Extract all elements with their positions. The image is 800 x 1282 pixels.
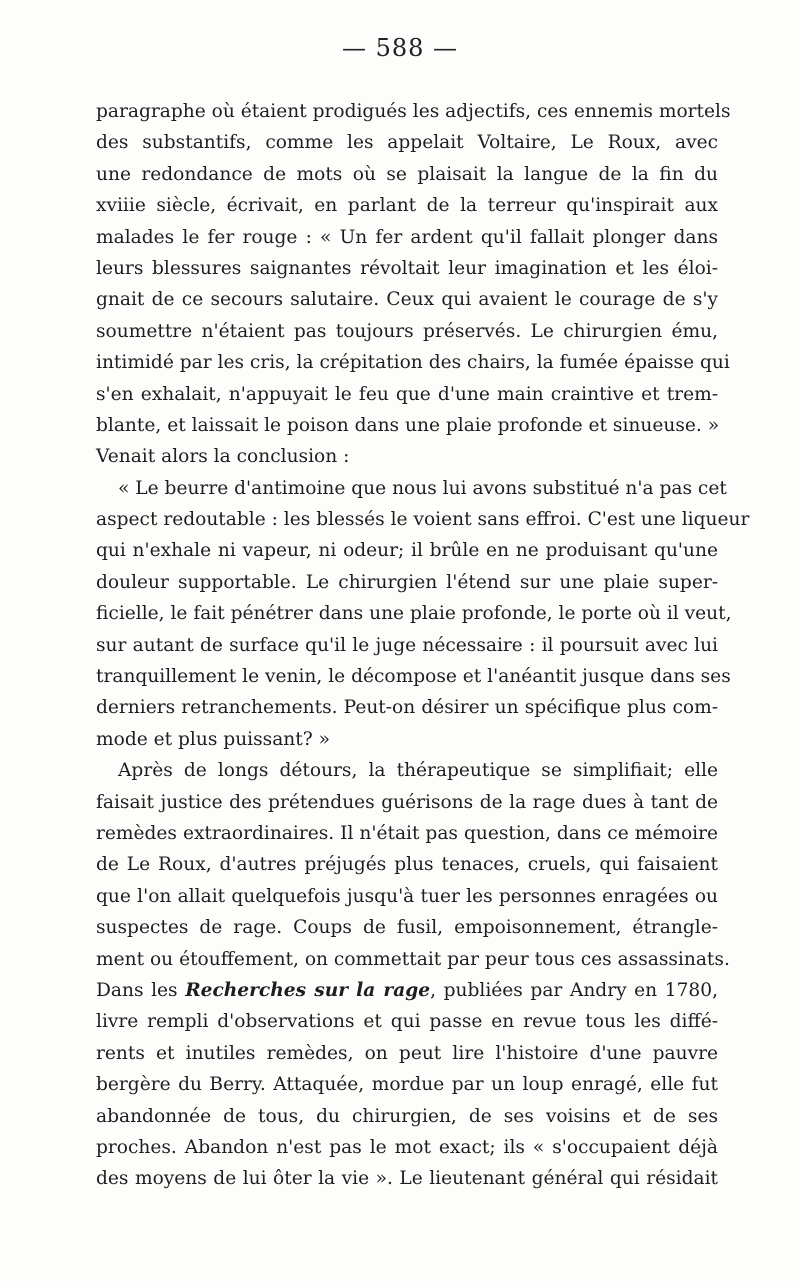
text-line: livre rempli d'observations et qui passe en revue tous les diffé- bbox=[96, 1011, 718, 1033]
text-line: ment ou étouffement, on commettait par peur tous ces assassinats. bbox=[96, 948, 730, 970]
text-line: qui n'exhale ni vapeur, ni odeur; il brûle en ne produisant qu'une bbox=[96, 540, 718, 562]
text-line: des substantifs, comme les appelait Voltaire, Le Roux, avec bbox=[96, 132, 718, 154]
text-line: intimidé par les cris, la crépitation des chairs, la fumée épaisse qui bbox=[96, 352, 730, 374]
text-line: abandonnée de tous, du chirurgien, de ses voisins et de ses bbox=[96, 1105, 718, 1127]
text-line: ficielle, le fait pénétrer dans une plaie profonde, le porte où il veut, bbox=[96, 603, 732, 625]
text-line: remèdes extraordinaires. Il n'était pas question, dans ce mémoire bbox=[96, 822, 718, 844]
text-line: suspectes de rage. Coups de fusil, empoisonnement, étrangle- bbox=[96, 917, 718, 939]
text-line-with-title bbox=[96, 975, 718, 1006]
text-line: Venait alors la conclusion : bbox=[96, 446, 350, 468]
text-line: Après de longs détours, la thérapeutique se simplifiait; elle bbox=[118, 760, 718, 782]
text-line: mode et plus puissant? » bbox=[96, 728, 331, 750]
body-text bbox=[96, 96, 750, 1195]
text-line: bergère du Berry. Attaquée, mordue par un loup enragé, elle fut bbox=[96, 1074, 718, 1096]
text-line: sur autant de surface qu'il le juge nécessaire : il poursuit avec lui bbox=[96, 634, 718, 656]
text-line: soumettre n'étaient pas toujours préservés. Le chirurgien ému, bbox=[96, 320, 718, 342]
text-line: aspect redoutable : les blessés le voient sans effroi. C'est une liqueur bbox=[96, 509, 750, 531]
text-line: malades le fer rouge : « Un fer ardent qu'il fallait plonger dans bbox=[96, 226, 718, 248]
page-number: — 588 — bbox=[341, 34, 459, 62]
text-line: de Le Roux, d'autres préjugés plus tenaces, cruels, qui faisaient bbox=[96, 854, 718, 876]
text-line: faisait justice des prétendues guérisons de la rage dues à tant de bbox=[96, 791, 718, 813]
text-line: douleur supportable. Le chirurgien l'étend sur une plaie super- bbox=[96, 571, 718, 593]
text-line: blante, et laissait le poison dans une plaie profonde et sinueuse. » bbox=[96, 414, 720, 436]
text-line: leurs blessures saignantes révoltait leur imagination et les éloi- bbox=[96, 257, 718, 279]
text-line: derniers retranchements. Peut-on désirer un spécifique plus com- bbox=[96, 697, 718, 719]
book-title: Recherches sur la rage bbox=[185, 979, 431, 1001]
text-line: que l'on allait quelquefois jusqu'à tuer les personnes enragées ou bbox=[96, 885, 718, 907]
text-line: des moyens de lui ôter la vie ». Le lieutenant général qui résidait bbox=[96, 1168, 718, 1190]
text-fragment: Dans les bbox=[96, 979, 186, 1001]
text-line: tranquillement le venin, le décompose et l'anéantit jusque dans ses bbox=[96, 666, 731, 688]
text-fragment: , publiées par Andry en 1780, bbox=[430, 979, 718, 1001]
text-line: une redondance de mots où se plaisait la langue de la fin du bbox=[96, 163, 718, 185]
text-line: proches. Abandon n'est pas le mot exact; ils « s'occupaient déjà bbox=[96, 1136, 718, 1158]
text-line: xviiie siècle, écrivait, en parlant de la terreur qu'inspirait aux bbox=[96, 195, 718, 217]
text-line: s'en exhalait, n'appuyait le feu que d'une main craintive et trem- bbox=[96, 383, 718, 405]
text-line: « Le beurre d'antimoine que nous lui avons substitué n'a pas cet bbox=[118, 477, 727, 499]
text-line: paragraphe où étaient prodigués les adjectifs, ces ennemis mortels bbox=[96, 101, 731, 122]
text-line: rents et inutiles remèdes, on peut lire l'histoire d'une pauvre bbox=[96, 1042, 718, 1064]
text-line: gnait de ce secours salutaire. Ceux qui avaient le courage de s'y bbox=[96, 289, 718, 311]
